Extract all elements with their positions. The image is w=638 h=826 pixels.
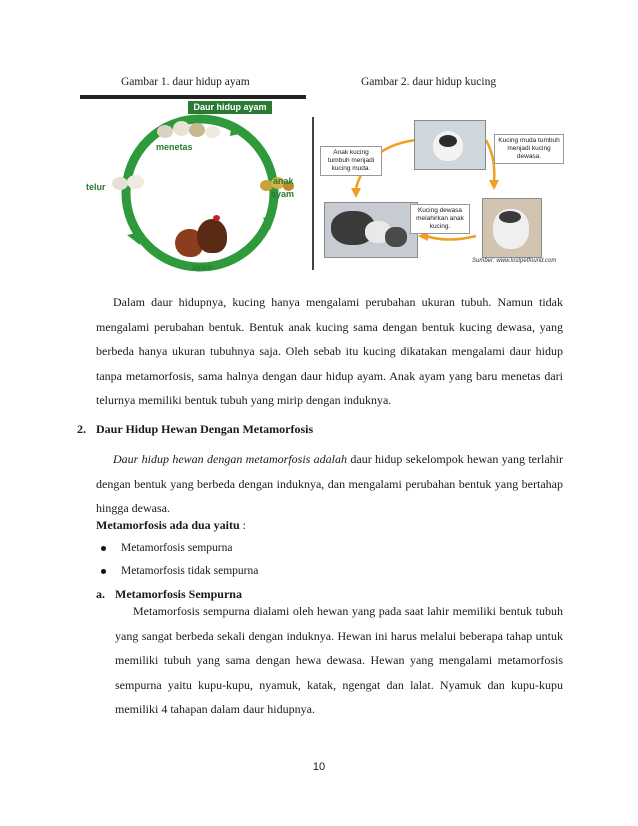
kitten-photo [414, 120, 486, 170]
complete-metamorphosis-text: Metamorfosis sempurna dialami oleh hewan yang pada saat lahir memiliki bentuk tubuh yang sangat berbeda sekali dengan induknya. Hewan ini harus melalui beberapa tahap untuk memiliki tubuh yang sama dengan hewa dewasa. Hewan yang mengalami metamorfosis sempurna yaitu kupu-kupu, nyamuk, katak, ngengat dan lalat. Nyamuk dan kupu-kupu memiliki 4 tahapan dalam daur hidupnya. [115, 604, 563, 716]
paragraph-cat-text: Dalam daur hidupnya, kucing hanya mengalami perubahan ukuran tubuh. Namun tidak mengalami perubahan bentuk. Bentuk anak kucing sama dengan bentuk kucing dewasa, yang berbeda hanya ukuran tubuhnya saja. Oleh sebab itu kucing dikatakan mengalami daur hidup tanpa metamorfosis, sama halnya dengan daur hidup ayam. Anak ayam yang baru menetas dari telurnya memiliki bentuk tubuh yang mirip dengan induknya. [96, 295, 563, 407]
young-cat-photo [482, 198, 542, 258]
hatching-eggs-icon [155, 119, 223, 141]
ayam-label-bottom: ayam [192, 263, 213, 272]
bullet-text: Metamorfosis sempurna [121, 542, 233, 554]
anak-label: anak [273, 176, 294, 186]
complete-metamorphosis-paragraph [115, 599, 563, 722]
types-colon: : [239, 518, 247, 532]
subsection-title: Metamorfosis Sempurna [115, 587, 242, 601]
ayam-label-right: ayam [271, 189, 295, 199]
figure1-caption: Gambar 1. daur hidup ayam [121, 76, 250, 88]
section-heading: Daur Hidup Hewan Dengan Metamorfosis [96, 422, 314, 436]
types-label-text: Metamorfosis ada dua yaitu [96, 518, 240, 532]
eggs-icon [112, 173, 148, 195]
cat-label-top-left: Anak kucing tumbuh menjadi kucing muda. [320, 146, 382, 176]
menetas-label: menetas [156, 142, 193, 152]
section-intro-paragraph [96, 447, 563, 521]
cat-label-bottom: Kucing dewasa melahirkan anak kucing. [410, 204, 470, 234]
intro-italic-definition: Daur hidup hewan dengan metamorfosis adalah [113, 452, 348, 466]
bullet-item [101, 565, 258, 577]
adult-cat-photo [324, 202, 418, 258]
bullet-text: Metamorfosis tidak sempurna [121, 565, 259, 577]
section-number: 2. [77, 422, 86, 436]
figure2-divider [312, 117, 314, 270]
cat-life-cycle-figure [318, 118, 578, 272]
cat-figure-source: Sumber: www.lostpetfound.com [472, 258, 557, 264]
bullet-dot-icon [101, 569, 106, 574]
intro-rest: daur hidup sekelompok hewan yang terlahir dengan bentuk yang berbeda dengan induknya, dan mengalami perubahan bentuk yang bertahap hingga dewasa. [96, 452, 563, 515]
telur-label: telur [86, 182, 106, 192]
paragraph-cat-life-cycle [96, 290, 563, 413]
bullet-dot-icon [101, 546, 106, 551]
page-number: 10 [312, 761, 326, 773]
metamorphosis-types-label [96, 518, 246, 533]
figure2-caption: Gambar 2. daur hidup kucing [361, 76, 497, 88]
cat-label-top-right: Kucing muda tumbuh menjadi kucing dewasa. [494, 134, 564, 164]
chicken-cycle-title: Daur hidup ayam [188, 101, 272, 114]
chicken-life-cycle-figure [80, 95, 306, 273]
bullet-item [101, 542, 232, 554]
subsection-letter: a. [96, 587, 105, 601]
